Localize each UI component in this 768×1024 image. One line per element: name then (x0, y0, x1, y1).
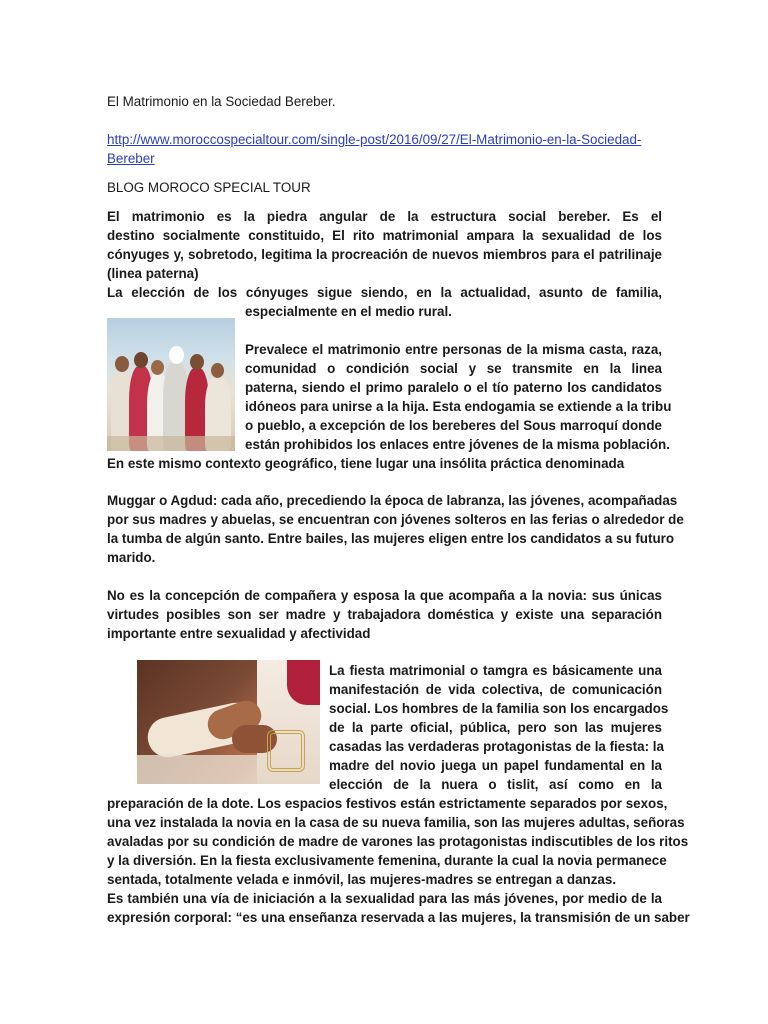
paragraph-line: Muggar o Agdud: cada año, precediendo la época de labranza, las jóvenes, acompañadas (107, 493, 678, 508)
paragraph-line: Es también una vía de iniciación a la sexualidad para las más jóvenes, por medio de la (107, 891, 662, 906)
paragraph-line: una vez instalada la novia en la casa de su nueva familia, son las mujeres adultas, señoras (107, 815, 685, 830)
paragraph-line: o pueblo, a excepción de los bereberes del Sous marroquí donde (245, 418, 662, 433)
paragraph-line: expresión corporal: “es una enseñanza reservada a las mujeres, la transmisión de un saber (107, 910, 690, 925)
wedding-hands-photo (137, 660, 320, 784)
paragraph-line: social. Los hombres de la familia son los encargados (329, 701, 669, 716)
paragraph-line: El matrimonio es la piedra angular de la estructura social bereber. Es el (107, 209, 662, 224)
paragraph-line: comunidad o condición social y se transmite en la linea (245, 361, 662, 376)
paragraph-line: marido. (107, 550, 156, 565)
paragraph-line: la tumba de algún santo. Entre bailes, las mujeres eligen entre los candidatos a su futuro (107, 531, 675, 546)
paragraph-line: virtudes posibles son ser madre y trabajadora doméstica y existe una separación (107, 607, 662, 622)
paragraph-line: destino socialmente constituido, El rito matrimonial ampara la sexualidad de los (107, 228, 662, 243)
paragraph-line: Prevalece el matrimonio entre personas de la misma casta, raza, (245, 342, 662, 357)
paragraph-line: sentada, totalmente velada e inmóvil, las mujeres-madres se entregan a danzas. (107, 872, 617, 887)
paragraph-line: y la diversión. En la fiesta exclusivamente femenina, durante la cual la novia permanece (107, 853, 667, 868)
paragraph-line: En este mismo contexto geográfico, tiene lugar una insólita práctica denominada (107, 456, 625, 471)
paragraph-line: importante entre sexualidad y afectividad (107, 626, 371, 641)
paragraph-line: casadas las verdaderas protagonistas de la fiesta: la (329, 739, 664, 754)
paragraph-line: manifestación de vida colectiva, de comunicación (329, 682, 662, 697)
paragraph-line: preparación de la dote. Los espacios festivos están estrictamente separados por sexos, (107, 796, 668, 811)
doc-title: El Matrimonio en la Sociedad Bereber. (107, 94, 336, 109)
paragraph-line: (linea paterna) (107, 266, 199, 281)
source-link[interactable]: http://www.moroccospecialtour.com/single-post/2016/09/27/El-Matrimonio-en-la-Sociedad-Bereber (107, 132, 642, 166)
berber-women-photo (107, 318, 235, 451)
paragraph-line: idóneos para unirse a la hija. Esta endogamia se extiende a la tribu (245, 399, 672, 414)
paragraph-line: de la parte oficial, pública, pero son las mujeres (329, 720, 662, 735)
paragraph-line: están prohibidos los enlaces entre jóvenes de la misma población. (245, 437, 670, 452)
paragraph-line: La fiesta matrimonial o tamgra es básicamente una (329, 663, 662, 678)
paragraph-line: por sus madres y abuelas, se encuentran con jóvenes solteros en las ferias o alrededor de (107, 512, 684, 527)
paragraph-line: elección de la nuera o tislit, así como en la (329, 777, 662, 792)
blog-label: BLOG MOROCO SPECIAL TOUR (107, 180, 311, 195)
paragraph-line: cónyuges y, sobretodo, legitima la procreación de nuevos miembros para el patrilinaje (107, 247, 662, 262)
paragraph-line: No es la concepción de compañera y esposa la que acompaña a la novia: sus únicas (107, 588, 662, 603)
paragraph-line: La elección de los cónyuges sigue siendo, en la actualidad, asunto de familia, (107, 285, 662, 300)
paragraph-line: especialmente en el medio rural. (245, 304, 452, 319)
paragraph-line: madre del novio juega un papel fundamental en la (329, 758, 662, 773)
paragraph-line: paterna, siendo el primo paralelo o el tío paterno los candidatos (245, 380, 662, 395)
paragraph-line: avaladas por su condición de madre de varones las protagonistas indiscutibles de los ritos (107, 834, 689, 849)
